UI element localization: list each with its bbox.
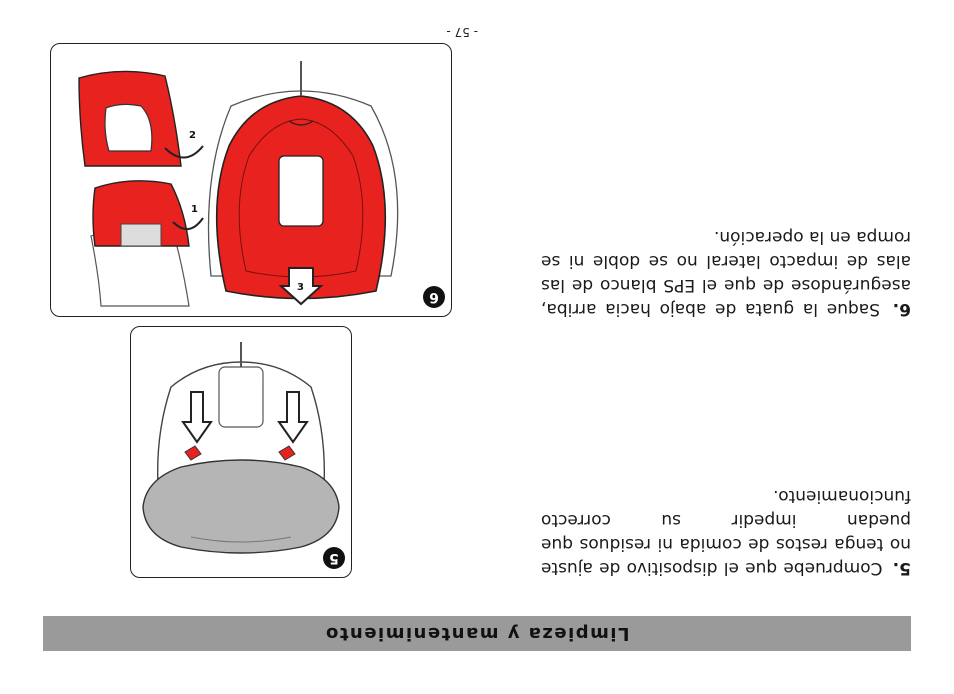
- right-red-clip: [185, 446, 201, 460]
- callout-1: 1: [191, 204, 198, 215]
- section-header-bar: [43, 616, 911, 651]
- figure-5: [130, 326, 352, 578]
- section-title: Limpieza y mantenimiento: [324, 623, 630, 644]
- arrow-down-icon-left: [279, 392, 307, 442]
- gray-cushion: [143, 460, 339, 553]
- callout-2: 2: [189, 130, 196, 141]
- step-6-text: Saque la guata de abajo hacia arriba, asegurándose de que el EPS blanco de las alas de impacto lateral no se doble ni se rompa en la operación.: [541, 227, 911, 319]
- figure-6-badge: 6: [423, 286, 445, 308]
- detail-1-grid: [121, 224, 161, 246]
- detail-2-eps-wing: [105, 104, 152, 151]
- figure-5-illustration: [131, 327, 351, 577]
- step-5-text: Compruebe que el dispositivo de ajuste no tenga restos de comida ni residuos que puedan impedir su correcto funcionamiento.: [541, 486, 911, 578]
- step-5-number: 5.: [892, 558, 911, 578]
- step-6-paragraph: [541, 225, 911, 321]
- figure-5-badge: 5: [323, 547, 345, 569]
- headrest-frame: [219, 367, 263, 427]
- left-red-clip: [279, 446, 295, 460]
- figure-6: [50, 43, 452, 317]
- arrow-down-icon-right: [183, 392, 211, 442]
- callout-3: 3: [297, 282, 304, 293]
- step-6-number: 6.: [892, 299, 911, 319]
- step-5-paragraph: [541, 484, 911, 580]
- cover-opening: [279, 156, 323, 226]
- figure-6-illustration: [51, 44, 451, 316]
- page-number: - 57 -: [446, 25, 478, 39]
